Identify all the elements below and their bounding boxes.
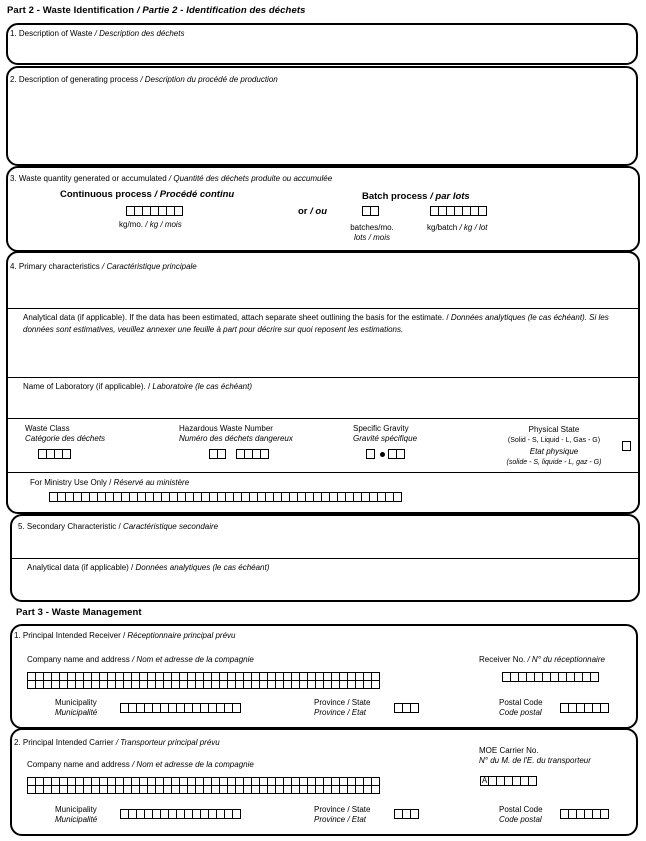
label-fr: Etat physique — [529, 447, 579, 456]
unit-fr: lots / mois — [353, 233, 390, 242]
carrier-postal-input[interactable] — [560, 809, 608, 819]
continuous-kg-per-month-input[interactable] — [126, 206, 182, 216]
continuous-unit-label — [119, 220, 182, 230]
section-generating-process[interactable] — [6, 66, 638, 166]
unit-fr: / kg / mois — [145, 220, 182, 229]
label-fr: Municipalité — [55, 708, 98, 717]
label-fr: / Description des déchets — [94, 29, 185, 38]
batches-per-month-input[interactable] — [362, 206, 378, 216]
char-box[interactable] — [260, 449, 269, 459]
receiver-postal-input[interactable] — [560, 703, 608, 713]
heading-en: Batch process — [362, 191, 428, 202]
receiver-municipality-input[interactable] — [120, 703, 240, 713]
label-en: Waste Class — [25, 424, 70, 433]
label-fr: Municipalité — [55, 815, 98, 824]
heading-fr: / Procédé continu — [154, 189, 235, 200]
receiver-province-input[interactable] — [394, 703, 418, 713]
label-fr: Gravité spécifique — [353, 434, 418, 443]
specific-gravity-label — [353, 424, 417, 444]
laboratory-input[interactable] — [8, 378, 638, 418]
receiver-postal-label — [499, 698, 543, 718]
heading-en: Continuous process — [60, 189, 152, 200]
label-en: Specific Gravity — [353, 424, 409, 433]
label-fr: / Nom et adresse de la compagnie — [131, 655, 254, 664]
section3-label — [10, 174, 332, 184]
section1-label — [10, 29, 184, 39]
char-box[interactable] — [370, 206, 379, 216]
label-en: Receiver No. — [479, 655, 526, 664]
label-fr: / N° du réceptionnaire — [527, 655, 605, 664]
char-box[interactable] — [217, 449, 226, 459]
label-en: 4. Primary characteristics — [10, 262, 100, 271]
label-fr: Province / Etat — [314, 708, 367, 717]
kgbatch-unit-label — [427, 223, 488, 233]
or-label — [298, 206, 327, 217]
divider — [8, 472, 638, 473]
char-box[interactable] — [590, 672, 599, 682]
label-en: Company name and address — [27, 655, 130, 664]
char-box[interactable] — [393, 492, 402, 502]
label-fr: Données analytiques (le cas échéant) — [135, 563, 270, 572]
carrier-number-input[interactable] — [480, 776, 536, 786]
waste-class-input[interactable] — [38, 449, 70, 459]
label-en: 2. Principal Intended Carrier — [14, 738, 114, 747]
analytical-data-input[interactable] — [8, 309, 638, 377]
label-en: Hazardous Waste Number — [179, 424, 273, 433]
part2-title-en: Part 2 - Waste Identification — [7, 5, 135, 16]
char-box[interactable]: A — [481, 776, 488, 785]
or-en: or — [298, 206, 308, 217]
receiver-province-label — [314, 698, 370, 718]
char-box[interactable] — [410, 703, 419, 713]
char-box[interactable] — [371, 785, 380, 794]
carrier-company-input[interactable] — [27, 777, 379, 793]
ministry-use-label — [30, 478, 189, 488]
label-fr: / Caractéristique principale — [102, 262, 197, 271]
receiver-company-input[interactable] — [27, 672, 379, 688]
label-en: Municipality — [55, 805, 97, 814]
hazardous-waste-number-label — [179, 424, 293, 444]
char-box[interactable] — [174, 206, 183, 216]
divider — [8, 418, 638, 419]
continuous-process-heading — [60, 189, 234, 200]
part3-title: Part 3 - Waste Management — [16, 607, 142, 618]
label-fr: / Nom et adresse de la compagnie — [131, 760, 254, 769]
char-box[interactable] — [478, 206, 487, 216]
receiver-municipality-label — [55, 698, 97, 718]
char-box[interactable] — [232, 809, 241, 819]
secondary-analytical-input[interactable] — [12, 559, 638, 600]
analytical-fr-2: échéant). Si les données sont estimatives, veuillez annexer une feuille à part pour décrire sur quoi reposent les estimations. — [23, 313, 609, 334]
physical-state-label — [494, 424, 614, 468]
hazardous-waste-number-part-a-input[interactable] — [209, 449, 225, 459]
primary-characteristics-input[interactable] — [8, 253, 638, 308]
carrier-municipality-label — [55, 805, 97, 825]
unit-en: batches/mo. — [350, 223, 394, 232]
heading-fr: / par lots — [430, 191, 470, 202]
carrier-postal-label — [499, 805, 543, 825]
label-en: Province / State — [314, 698, 371, 707]
specific-gravity-integer-input[interactable] — [366, 449, 374, 459]
section-secondary-characteristic — [10, 514, 640, 602]
label-en: 3. Waste quantity generated or accumulated — [10, 174, 167, 183]
char-box[interactable] — [410, 809, 419, 819]
receiver-number-input[interactable] — [502, 672, 598, 682]
label-en: Analytical data (if applicable) / — [27, 563, 134, 572]
label-fr-sub: (solide - S, liquide - L, gaz - G) — [506, 459, 602, 466]
hazardous-waste-number-part-b-input[interactable] — [236, 449, 268, 459]
carrier-province-input[interactable] — [394, 809, 418, 819]
label-en: For Ministry Use Only / — [30, 478, 112, 487]
receiver-number-label — [479, 655, 605, 665]
label-fr: Province / Etat — [314, 815, 367, 824]
label-en: 1. Description of Waste — [10, 29, 93, 38]
or-fr: / ou — [310, 206, 328, 217]
kg-per-batch-input[interactable] — [430, 206, 486, 216]
analytical-en: Analytical data (if applicable). If the data has been estimated, attach separate sheet outlining the basis for the estimate. / — [23, 313, 449, 322]
label-en: 1. Principal Intended Receiver / — [14, 631, 126, 640]
receiver-label — [14, 631, 235, 641]
secondary-characteristic-input[interactable] — [12, 516, 638, 558]
char-box[interactable] — [600, 703, 609, 713]
label-fr: Code postal — [499, 708, 542, 717]
carrier-number-label — [479, 746, 591, 766]
label-fr: / Description du procédé de production — [140, 75, 278, 84]
label-en: Municipality — [55, 698, 97, 707]
label-fr: Réservé au ministère — [113, 478, 190, 487]
char-box[interactable] — [371, 680, 380, 689]
label-en: Postal Code — [499, 698, 543, 707]
label-en: MOE Carrier No. — [479, 746, 539, 755]
lab-en: Name of Laboratory (if applicable). / — [23, 382, 151, 391]
char-box[interactable] — [600, 809, 609, 819]
lab-fr: Laboratoire (le cas échéant) — [152, 382, 253, 391]
label-fr: Numéro des déchets dangereux — [179, 434, 293, 443]
batch-process-heading — [362, 191, 470, 202]
label-fr: Réceptionnaire principal prévu — [127, 631, 236, 640]
waste-class-label — [25, 424, 105, 444]
batches-unit-label — [340, 223, 404, 243]
receiver-company-label — [27, 655, 254, 665]
section-waste-quantity — [6, 166, 640, 252]
char-box[interactable] — [232, 703, 241, 713]
carrier-company-label — [27, 760, 254, 770]
label-fr: / Quantité des déchets produite ou accumulée — [168, 174, 333, 183]
section-description-of-waste[interactable] — [6, 23, 638, 65]
label-fr: Caractéristique secondaire — [122, 522, 219, 531]
decimal-point-icon — [380, 452, 385, 457]
label-en: Physical State — [528, 425, 580, 434]
unit-en: kg/batch — [427, 223, 458, 232]
carrier-label — [14, 738, 220, 748]
carrier-province-label — [314, 805, 370, 825]
section2-label — [10, 75, 278, 85]
label-fr: N° du M. de l'E. du transporteur — [479, 756, 591, 765]
label-en: Postal Code — [499, 805, 543, 814]
label-en: Company name and address — [27, 760, 130, 769]
label-en: 2. Description of generating process — [10, 75, 139, 84]
ministry-use-input[interactable] — [49, 492, 401, 502]
label-fr: Code postal — [499, 815, 542, 824]
analytical-fr-1: Données analytiques (le cas — [450, 313, 552, 322]
unit-en: kg/mo. — [119, 220, 144, 229]
section-principal-intended-receiver — [10, 624, 638, 729]
char-box[interactable] — [528, 776, 537, 786]
label-fr: / Transporteur principal prévu — [115, 738, 220, 747]
carrier-municipality-input[interactable] — [120, 809, 240, 819]
char-box[interactable] — [62, 449, 71, 459]
specific-gravity-decimal-input[interactable] — [388, 449, 404, 459]
section-principal-intended-carrier — [10, 728, 638, 836]
physical-state-input[interactable] — [622, 441, 630, 451]
label-en: 5. Secondary Characteristic / — [18, 522, 121, 531]
label-en-sub: (Solid - S, Liquid - L, Gas - G) — [507, 437, 601, 444]
part2-title-fr: / Partie 2 - Identification des déchets — [136, 5, 306, 16]
unit-fr: / kg / lot — [459, 223, 488, 232]
label-fr: Catégorie des déchets — [25, 434, 106, 443]
part2-title — [7, 5, 306, 16]
label-en: Province / State — [314, 805, 371, 814]
section-primary-characteristics — [6, 251, 640, 514]
